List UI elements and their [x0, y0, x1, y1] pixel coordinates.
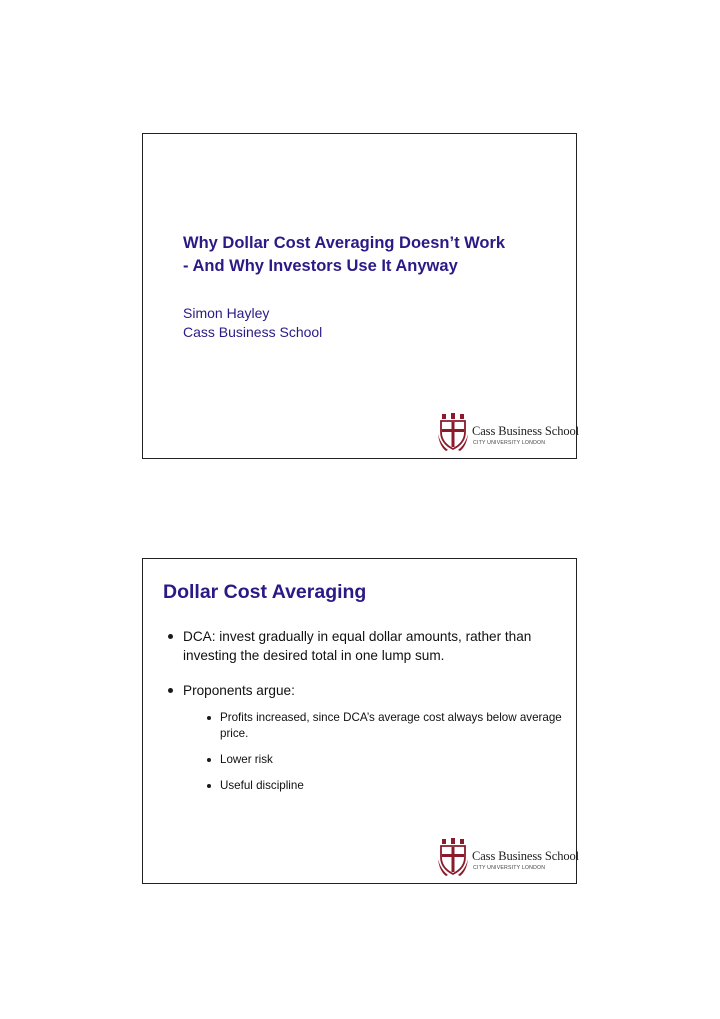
- presentation-title: [183, 232, 563, 278]
- logo-name: Cass Business School: [472, 424, 580, 438]
- bullet-item: [167, 681, 567, 794]
- title-line-1: Why Dollar Cost Averaging Doesn’t Work: [183, 234, 506, 252]
- bullet-text: DCA: invest gradually in equal dollar amounts, rather than investing the desired total in one lump sum.: [183, 629, 532, 663]
- logo-subtitle: CITY UNIVERSITY LONDON: [473, 440, 546, 446]
- logo-name: Cass Business School: [472, 849, 580, 863]
- sub-bullet-item: [207, 710, 567, 742]
- bullet-dot-icon: [168, 688, 173, 693]
- sub-bullet-dot-icon: [207, 784, 211, 788]
- logo-subtitle: CITY UNIVERSITY LONDON: [473, 865, 546, 871]
- cass-logo: [438, 837, 580, 877]
- sub-bullet-text: Lower risk: [220, 753, 273, 766]
- sub-bullet-item: [207, 778, 567, 794]
- author-affiliation: Cass Business School: [183, 324, 323, 340]
- sub-bullet-item: [207, 752, 567, 768]
- bullet-text: Proponents argue:: [183, 683, 295, 698]
- slide-title: [142, 133, 580, 459]
- sub-bullet-list: [207, 710, 567, 794]
- sub-bullet-dot-icon: [207, 758, 211, 762]
- slide-heading: Dollar Cost Averaging: [163, 581, 367, 603]
- sub-bullet-text: Profits increased, since DCA’s average cost always below average price.: [220, 711, 562, 740]
- bullet-list: [167, 627, 567, 810]
- bullet-dot-icon: [168, 634, 173, 639]
- sub-bullet-dot-icon: [207, 716, 211, 720]
- sub-bullet-text: Useful discipline: [220, 779, 304, 792]
- crest-icon: [438, 412, 468, 452]
- title-line-2: - And Why Investors Use It Anyway: [183, 257, 458, 275]
- bullet-item: [167, 627, 567, 665]
- author-block: [183, 304, 322, 342]
- slide-dca: [142, 558, 580, 884]
- crest-icon: [438, 837, 468, 877]
- cass-logo: [438, 412, 580, 452]
- author-name: Simon Hayley: [183, 305, 270, 321]
